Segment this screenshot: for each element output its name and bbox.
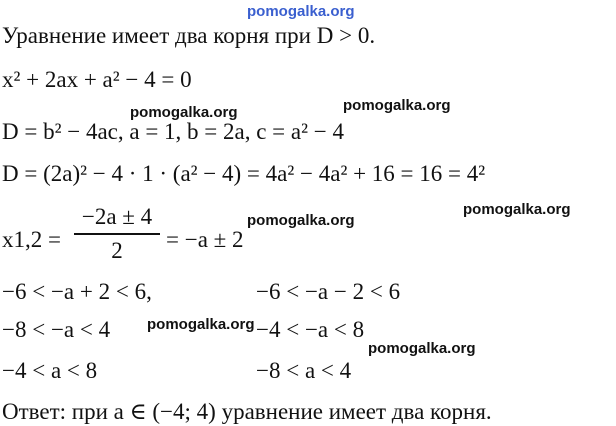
discriminant-calculation: D = (2a)² − 4 · 1 · (a² − 4) = 4a² − 4a² + 16 = 16 = 4²: [2, 161, 486, 186]
inequality-3-right: −8 < a < 4: [256, 358, 352, 383]
roots-lhs: x1,2 =: [2, 227, 61, 252]
roots-denominator: 2: [111, 238, 123, 263]
watermark: pomogalka.org: [247, 212, 355, 229]
roots-rhs: = −a ± 2: [166, 227, 244, 252]
watermark: pomogalka.org: [463, 201, 571, 218]
quadratic-equation: x² + 2ax + a² − 4 = 0: [2, 67, 192, 92]
answer-text: Ответ: при a ∈ (−4; 4) уравнение имеет два корня.: [2, 399, 492, 424]
inequality-2-left: −8 < −a < 4: [2, 317, 111, 342]
roots-numerator: −2a ± 4: [81, 204, 153, 229]
fraction-bar: [74, 233, 160, 235]
watermark: pomogalka.org: [147, 316, 255, 333]
inequality-1-right: −6 < −a − 2 < 6: [256, 279, 401, 304]
inequality-3-left: −4 < a < 8: [2, 358, 98, 383]
watermark: pomogalka.org: [343, 97, 451, 114]
discriminant-formula: D = b² − 4ac, a = 1, b = 2a, c = a² − 4: [2, 119, 344, 144]
watermark-top: pomogalka.org: [247, 3, 355, 20]
intro-text: Уравнение имеет два корня при D > 0.: [2, 23, 376, 48]
inequality-1-left: −6 < −a + 2 < 6,: [2, 279, 152, 304]
watermark: pomogalka.org: [130, 104, 238, 121]
inequality-2-right: −4 < −a < 8: [256, 317, 365, 342]
watermark: pomogalka.org: [368, 340, 476, 357]
